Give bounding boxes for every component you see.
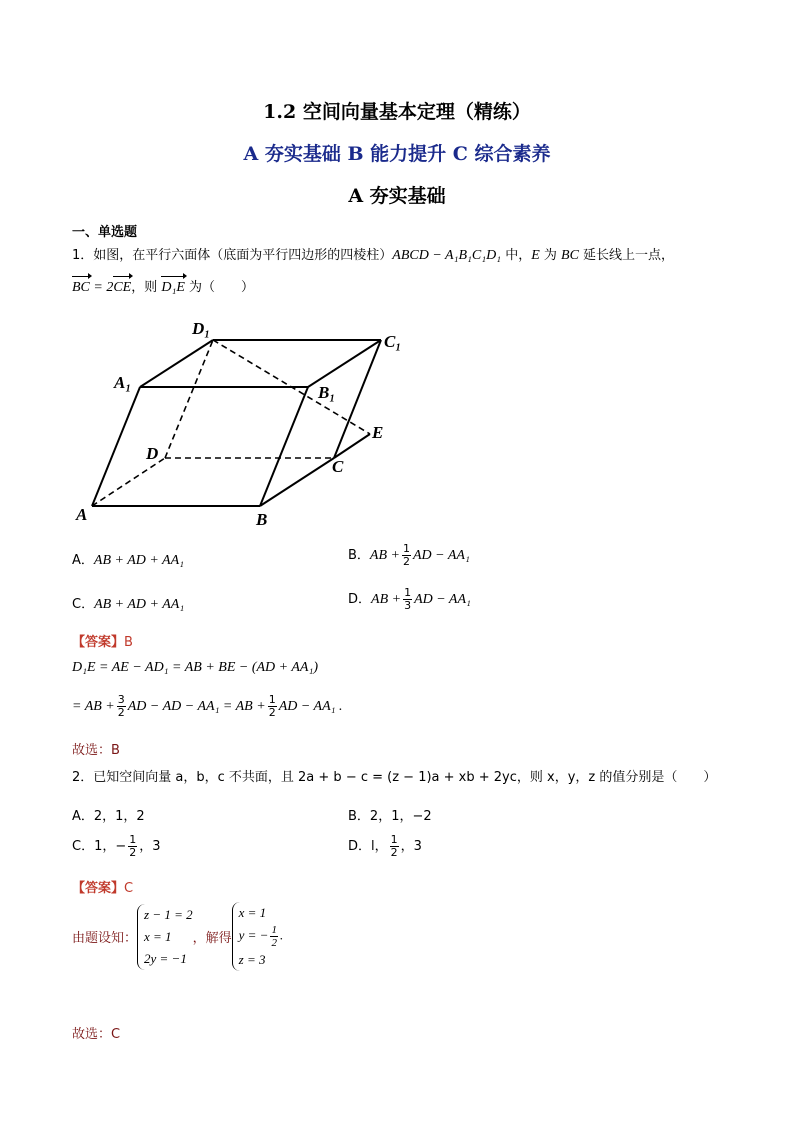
- label-c1: C₁: [384, 332, 402, 351]
- q1-line: BC: [561, 248, 579, 263]
- edge-b1c1: [308, 340, 381, 387]
- q2-sol-mid: ，解得: [192, 931, 232, 946]
- q1-ask-vec: D₁E: [161, 278, 185, 298]
- edge-bb1: [260, 387, 308, 506]
- label-d1: D₁: [192, 319, 211, 338]
- q2-option-b[interactable]: B．2，1，−2: [348, 809, 432, 824]
- edge-a1d1: [140, 340, 213, 387]
- q1-tail-b: 延长线上一点，: [578, 248, 675, 263]
- q1-cond-rhs: CE: [113, 278, 131, 298]
- q1-cond-eq: = 2: [89, 280, 114, 295]
- q1-option-a-letter: A．: [72, 553, 94, 568]
- label-d: D: [146, 444, 159, 463]
- q1-conclusion: 故选：B: [72, 743, 120, 758]
- q1-option-d[interactable]: [348, 587, 471, 612]
- q2-answer: [72, 877, 133, 896]
- q1-stem-line1: [72, 246, 674, 266]
- label-a: A: [76, 505, 88, 524]
- q1-solution-line1: D₁E = AE − AD₁ = AB + BE − (AD + AA₁): [72, 660, 318, 675]
- label-a1: A₁: [114, 373, 132, 392]
- q1-option-d-letter: D．: [348, 592, 372, 607]
- q1-ask-a: ，则: [131, 280, 162, 295]
- q2-solution: [72, 902, 283, 971]
- edge-dd1-hidden: [165, 340, 213, 458]
- q1-solution-line2: = AB + $\frac{3}{2}$ AD − AD − AA₁ = AB + $\frac{1}{2}$ AD − AA₁ .: [72, 693, 343, 719]
- q1-option-b-post: AD − AA₁: [412, 548, 470, 563]
- q1-option-a[interactable]: [72, 549, 184, 569]
- q1-tail-a: 为: [539, 248, 562, 263]
- q1-option-c[interactable]: [72, 593, 184, 613]
- edge-bc: [260, 458, 334, 506]
- section-label: 一、单选题: [72, 225, 138, 240]
- q2-system-solved: x = 1 y = − $\frac{1}{2}$ . z = 3: [232, 902, 284, 971]
- label-b1: B₁: [318, 383, 336, 402]
- q1-option-d-pre: AB +: [371, 592, 402, 607]
- q1-stem-line2: [72, 278, 254, 298]
- label-e: E: [372, 423, 384, 442]
- label-c: C: [332, 457, 344, 476]
- q2-conclusion: 故选：C: [72, 1027, 121, 1042]
- q1-answer-value: B: [124, 635, 133, 650]
- q2-stem: 2．已知空间向量 a，b，c 不共面，且 2a + b − c = (z − 1)a + xb + 2yc，则 x，y，z 的值分别是（ ）: [72, 770, 717, 785]
- q1-solid: ABCD − A₁B₁C₁D₁: [392, 248, 502, 263]
- q1-option-b[interactable]: [348, 543, 470, 568]
- edge-ad-hidden: [92, 458, 165, 506]
- q1-point: E: [531, 248, 540, 263]
- q1-option-c-text: AB + AD + AA₁: [94, 597, 185, 612]
- q1-option-d-post: AD − AA₁: [414, 592, 471, 607]
- q2-option-c[interactable]: C．1，− $\frac{1}{2}$ ，3: [72, 833, 161, 859]
- label-b: B: [256, 510, 268, 529]
- q2-option-a[interactable]: A．2，1，2: [72, 809, 145, 824]
- parallelepiped-figure: [72, 312, 412, 534]
- q2-option-d[interactable]: D．l， $\frac{1}{2}$ ，3: [348, 833, 422, 859]
- q1-option-b-pre: AB +: [369, 548, 400, 563]
- q1-intro: 1．如图，在平行六面体（底面为平行四边形的四棱柱）: [72, 248, 393, 263]
- q1-option-c-letter: C．: [72, 597, 95, 612]
- q1-cond-lhs: BC: [72, 278, 90, 298]
- q1-option-b-letter: B．: [348, 548, 370, 563]
- q1-answer-label: 【答案】: [72, 635, 125, 650]
- q2-answer-label: 【答案】: [72, 881, 125, 896]
- q1-ask-b: 为（ ）: [184, 280, 255, 295]
- q1-option-a-text: AB + AD + AA₁: [93, 553, 185, 568]
- page-title: 1.2 空间向量基本定理（精练）: [263, 101, 531, 123]
- q1-option-d-frac: $\frac{1}{3}$: [404, 586, 412, 612]
- q1-mid: 中，: [501, 248, 532, 263]
- q1-option-b-frac: $\frac{1}{2}$: [402, 542, 410, 568]
- page-subtitle: A 夯实基础 B 能力提升 C 综合素养: [243, 143, 551, 165]
- edge-aa1: [92, 387, 140, 506]
- q2-sol-pre: 由题设知：: [72, 931, 138, 946]
- q2-system-given: z − 1 = 2 x = 1 2y = −1: [137, 904, 193, 970]
- q1-answer: [72, 631, 133, 650]
- section-title: A 夯实基础: [348, 185, 446, 207]
- q2-answer-value: C: [124, 881, 134, 896]
